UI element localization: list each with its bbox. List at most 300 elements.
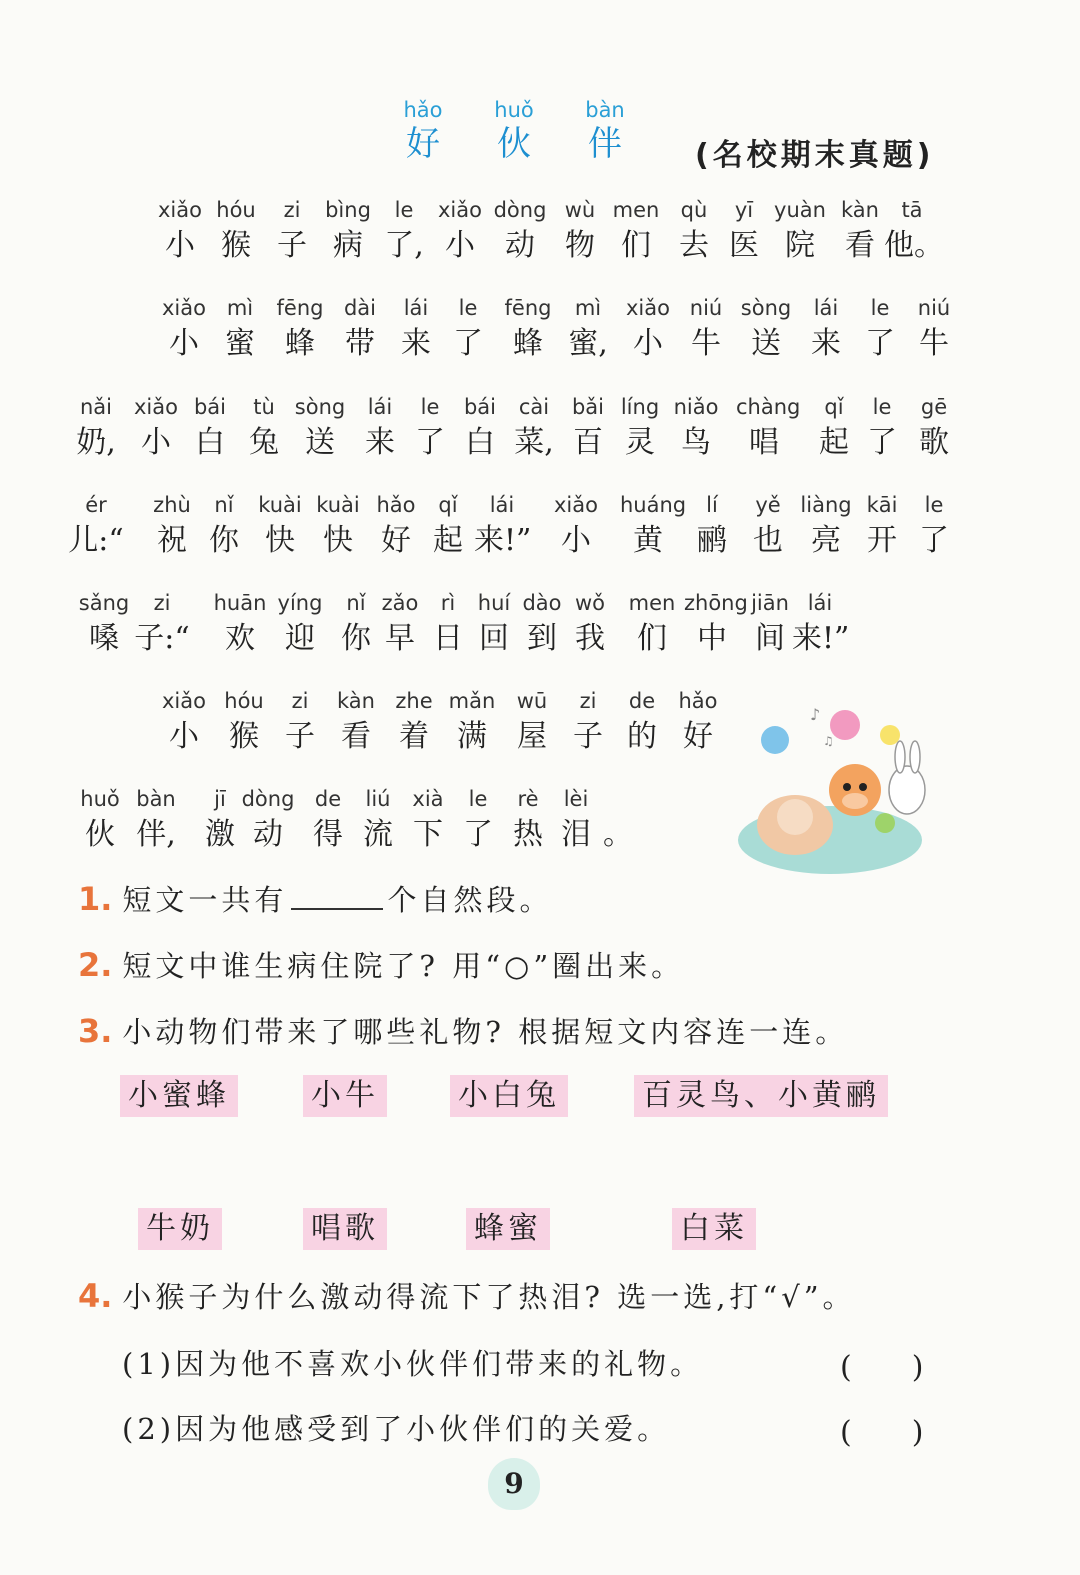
- ruby-char: [328, 686, 384, 758]
- ruby-char: [452, 392, 508, 464]
- ruby-char: [350, 784, 406, 856]
- pinyin: xiǎo: [134, 395, 178, 419]
- hanzi: 唱: [749, 425, 779, 460]
- ruby-char: [388, 293, 444, 365]
- hanzi: 得: [313, 817, 343, 852]
- ruby-char: [156, 686, 212, 758]
- hanzi: 白: [195, 425, 225, 460]
- pinyin: zi: [291, 689, 309, 713]
- hanzi: 欢: [225, 621, 255, 656]
- pinyin: fēng: [276, 296, 324, 320]
- ruby-char: [798, 293, 854, 365]
- hanzi: 着: [399, 719, 429, 754]
- hanzi: 了,: [384, 228, 424, 263]
- pinyin: le: [458, 296, 478, 320]
- hanzi: 中: [697, 621, 727, 656]
- hanzi: 早: [385, 621, 415, 656]
- hanzi: 子:“: [134, 621, 190, 656]
- pinyin: hǎo: [403, 98, 443, 122]
- ruby-char: [68, 392, 124, 464]
- ruby-char: [668, 392, 724, 464]
- hanzi: 们: [621, 228, 651, 263]
- pinyin: niú: [689, 296, 723, 320]
- hanzi: 院: [785, 228, 815, 263]
- pinyin: xiǎo: [162, 689, 206, 713]
- ruby-char: [128, 392, 184, 464]
- pinyin: huǒ: [80, 787, 120, 811]
- hanzi: 泪: [561, 817, 591, 852]
- svg-text:♪: ♪: [810, 705, 821, 724]
- ruby-char: [562, 588, 618, 660]
- hanzi: 子: [277, 228, 307, 263]
- pinyin: bái: [463, 395, 497, 419]
- hanzi: 好: [683, 719, 713, 754]
- hanzi: 黄: [633, 523, 663, 558]
- pinyin: fēng: [504, 296, 552, 320]
- question-number: 4.: [78, 1277, 113, 1315]
- ruby-char: [216, 686, 272, 758]
- pinyin: xiǎo: [438, 198, 482, 222]
- pinyin: ér: [85, 493, 107, 517]
- ruby-char: [420, 490, 476, 562]
- hanzi: 快: [323, 523, 353, 558]
- ruby-char: [884, 195, 944, 267]
- ruby-char: [738, 293, 794, 365]
- ruby-char: [236, 392, 292, 464]
- match-animal-tag[interactable]: 小蜜蜂: [120, 1075, 238, 1117]
- pinyin: le: [870, 296, 890, 320]
- hanzi: 看: [845, 228, 875, 263]
- ruby-char: [208, 195, 264, 267]
- question-3: [78, 1010, 848, 1051]
- question-text: 小动物们带来了哪些礼物? 根据短文内容连一连。: [122, 1015, 849, 1049]
- pinyin: tā: [901, 198, 923, 222]
- ruby-char: [612, 392, 668, 464]
- pinyin: kàn: [841, 198, 879, 222]
- hanzi: 的: [627, 719, 657, 754]
- hanzi: 看: [341, 719, 371, 754]
- option-2-checkbox[interactable]: ( ): [840, 1415, 924, 1450]
- answer-blank[interactable]: [291, 880, 383, 910]
- question-number: 2.: [78, 946, 113, 984]
- hanzi: 小: [445, 228, 475, 263]
- pinyin: le: [872, 395, 892, 419]
- ruby-char: [310, 490, 366, 562]
- pinyin: bái: [193, 395, 227, 419]
- ruby-char: [620, 490, 687, 562]
- hanzi: 送: [305, 425, 335, 460]
- ruby-char: [134, 588, 190, 660]
- pinyin: lái: [489, 493, 515, 517]
- ruby-char: [666, 195, 722, 267]
- pinyin: qǐ: [438, 493, 458, 517]
- hanzi: 满: [457, 719, 487, 754]
- pinyin: kāi: [866, 493, 898, 517]
- hanzi: 百: [573, 425, 603, 460]
- hanzi: 鸟: [681, 425, 711, 460]
- hanzi: 迎: [285, 621, 315, 656]
- ruby-char: [156, 293, 212, 365]
- pinyin: huí: [477, 591, 511, 615]
- pinyin: wǒ: [574, 591, 606, 615]
- pinyin: kàn: [337, 689, 375, 713]
- hanzi: 蜂: [285, 326, 315, 361]
- ruby-char: [906, 293, 962, 365]
- pinyin: wù: [564, 198, 596, 222]
- pinyin: tù: [253, 395, 275, 419]
- hanzi: 来: [401, 326, 431, 361]
- ruby-char: [432, 195, 488, 267]
- passage-line: [0, 293, 1080, 373]
- pinyin: hóu: [216, 198, 256, 222]
- pinyin: xiǎo: [158, 198, 202, 222]
- hanzi: 他。: [884, 228, 944, 263]
- ruby-char: [852, 293, 908, 365]
- ruby-char: [670, 686, 726, 758]
- ruby-char: [608, 195, 664, 267]
- svg-text:♫: ♫: [823, 734, 834, 748]
- ruby-char: [792, 588, 848, 660]
- pinyin: wū: [516, 689, 548, 713]
- pinyin: qù: [680, 198, 708, 222]
- hanzi: 你: [341, 621, 371, 656]
- pinyin: bàn: [136, 787, 176, 811]
- ruby-char: [506, 392, 562, 464]
- page-number: 9: [488, 1458, 540, 1510]
- ruby-char: [560, 293, 616, 365]
- ruby-char: [76, 588, 132, 660]
- question-1: [78, 878, 552, 919]
- ruby-char: [500, 293, 556, 365]
- pinyin: yī: [734, 198, 754, 222]
- title-char: [484, 96, 544, 164]
- ruby-char: [272, 686, 328, 758]
- pinyin: huān: [213, 591, 267, 615]
- pinyin: huǒ: [494, 98, 534, 122]
- hanzi: 来: [365, 425, 395, 460]
- hanzi: 起: [433, 523, 463, 558]
- pinyin: kuài: [258, 493, 302, 517]
- pinyin: dòng: [493, 198, 547, 222]
- hanzi: 亮: [811, 523, 841, 558]
- hanzi: 祝: [157, 523, 187, 558]
- pinyin: dào: [522, 591, 562, 615]
- match-animal-tag[interactable]: 百灵鸟、小黄鹂: [634, 1075, 888, 1117]
- pinyin: jiān: [751, 591, 789, 615]
- pinyin: dòng: [241, 787, 295, 811]
- hanzi: 蜜: [225, 326, 255, 361]
- pinyin: mì: [226, 296, 254, 320]
- hanzi: 开: [867, 523, 897, 558]
- ruby-char: [368, 490, 424, 562]
- pinyin: le: [924, 493, 944, 517]
- pinyin: yě: [755, 493, 781, 517]
- hanzi: 来!”: [474, 523, 532, 558]
- ruby-char: [252, 490, 308, 562]
- hanzi: 小: [141, 425, 171, 460]
- hanzi: 也: [753, 523, 783, 558]
- pinyin: huáng: [620, 493, 687, 517]
- pinyin: le: [468, 787, 488, 811]
- ruby-char: [300, 784, 356, 856]
- hanzi: 了: [919, 523, 949, 558]
- hanzi: 猴: [221, 228, 251, 263]
- hanzi: 去: [679, 228, 709, 263]
- ruby-char: [854, 490, 910, 562]
- hanzi: 好: [381, 523, 411, 558]
- match-gift-tag[interactable]: 牛奶: [138, 1208, 222, 1250]
- ruby-char: [736, 392, 801, 464]
- ruby-char: [590, 784, 646, 856]
- pinyin: zhōng: [684, 591, 748, 615]
- hanzi: 牛: [691, 326, 721, 361]
- hanzi: 小: [561, 523, 591, 558]
- passage-line: [0, 195, 1080, 275]
- hanzi: 我: [575, 621, 605, 656]
- hanzi: 下: [413, 817, 443, 852]
- ruby-char: [450, 784, 506, 856]
- option-1-checkbox[interactable]: ( ): [840, 1350, 924, 1385]
- pinyin: niǎo: [673, 395, 719, 419]
- hanzi: 医: [729, 228, 759, 263]
- hanzi: 屋: [517, 719, 547, 754]
- hanzi: 到: [527, 621, 557, 656]
- pinyin: nǐ: [214, 493, 234, 517]
- pinyin: hóu: [224, 689, 264, 713]
- pinyin: le: [394, 198, 414, 222]
- pinyin: rè: [517, 787, 539, 811]
- pinyin: nǎi: [79, 395, 112, 419]
- ruby-char: [854, 392, 910, 464]
- hanzi: 小: [165, 228, 195, 263]
- ruby-char: [548, 490, 604, 562]
- match-animal-tag[interactable]: 小白兔: [450, 1075, 568, 1117]
- question-4: [78, 1275, 856, 1316]
- pinyin: hǎo: [678, 689, 718, 713]
- ruby-char: [614, 686, 670, 758]
- pinyin: lái: [403, 296, 429, 320]
- pinyin: mì: [574, 296, 602, 320]
- pinyin: hǎo: [376, 493, 416, 517]
- hanzi: 猴: [229, 719, 259, 754]
- hanzi: 动: [253, 817, 283, 852]
- pinyin: yíng: [277, 591, 323, 615]
- ruby-char: [560, 686, 616, 758]
- match-gift-tag[interactable]: 白菜: [672, 1208, 756, 1250]
- hanzi: 子: [573, 719, 603, 754]
- passage-line: [0, 392, 1080, 472]
- pinyin: de: [628, 689, 656, 713]
- question-number: 3.: [78, 1012, 113, 1050]
- pinyin: rì: [440, 591, 456, 615]
- ruby-char: [772, 195, 828, 267]
- hanzi: 回: [479, 621, 509, 656]
- pinyin: yuàn: [774, 198, 826, 222]
- pinyin: de: [314, 787, 342, 811]
- ruby-char: [906, 392, 962, 464]
- hanzi: 兔: [249, 425, 279, 460]
- hanzi: 奶,: [76, 425, 116, 460]
- pinyin: lái: [813, 296, 839, 320]
- pinyin: bàn: [585, 98, 625, 122]
- pinyin: nǐ: [346, 591, 366, 615]
- hanzi: 来: [811, 326, 841, 361]
- pinyin: chàng: [736, 395, 801, 419]
- hanzi: 日: [433, 621, 463, 656]
- ruby-char: [212, 293, 268, 365]
- option-1-text: (1)因为他不喜欢小伙伴们带来的礼物。: [122, 1347, 704, 1381]
- pinyin: xiǎo: [626, 296, 670, 320]
- pinyin: niú: [917, 296, 951, 320]
- pinyin: qǐ: [824, 395, 844, 419]
- hanzi: 了: [865, 326, 895, 361]
- hanzi: 伙: [497, 124, 531, 164]
- hanzi: 伙: [85, 817, 115, 852]
- pinyin: bìng: [325, 198, 371, 222]
- hanzi: 热: [513, 817, 543, 852]
- pinyin: lái: [807, 591, 833, 615]
- title-char: [575, 96, 635, 164]
- pinyin: cài: [518, 395, 550, 419]
- ruby-char: [560, 392, 616, 464]
- ruby-char: [620, 293, 676, 365]
- hanzi: 伴: [588, 124, 622, 164]
- hanzi: 菜,: [514, 425, 554, 460]
- question-text: 小猴子为什么激动得流下了热泪? 选一选,打“√”。: [122, 1280, 856, 1314]
- match-animal-tag[interactable]: 小牛: [303, 1075, 387, 1117]
- question-text: 个自然段。: [387, 883, 553, 917]
- pinyin: líng: [620, 395, 660, 419]
- question-number: 1.: [78, 880, 113, 918]
- hanzi: 子: [285, 719, 315, 754]
- pinyin: lèi: [563, 787, 589, 811]
- hanzi: 。: [603, 817, 633, 852]
- hanzi: 快: [265, 523, 295, 558]
- pinyin: xiǎo: [162, 296, 206, 320]
- pinyin: [590, 784, 646, 814]
- pinyin: mǎn: [448, 689, 496, 713]
- pinyin: jī: [214, 787, 226, 811]
- ruby-char: [182, 392, 238, 464]
- animals-illustration-icon: [735, 695, 935, 880]
- ruby-char: [552, 195, 608, 267]
- hanzi: 们: [637, 621, 667, 656]
- ruby-char: [684, 490, 740, 562]
- pinyin: zi: [579, 689, 597, 713]
- hanzi: 儿:“: [68, 523, 124, 558]
- ruby-char: [292, 392, 348, 464]
- ruby-char: [152, 195, 208, 267]
- ruby-char: [272, 588, 328, 660]
- ruby-char: [624, 588, 680, 660]
- ruby-char: [376, 195, 432, 267]
- pinyin: sòng: [740, 296, 792, 320]
- pinyin: men: [628, 591, 676, 615]
- ruby-char: [678, 293, 734, 365]
- hanzi: 小: [633, 326, 663, 361]
- pinyin: lí: [706, 493, 718, 517]
- pinyin: zhe: [395, 689, 433, 713]
- pinyin: le: [420, 395, 440, 419]
- pinyin: lái: [367, 395, 393, 419]
- hanzi: 蜂: [513, 326, 543, 361]
- ruby-char: [740, 490, 796, 562]
- hanzi: 了: [453, 326, 483, 361]
- hanzi: 了: [867, 425, 897, 460]
- hanzi: 小: [169, 719, 199, 754]
- ruby-char: [400, 784, 456, 856]
- hanzi: 起: [819, 425, 849, 460]
- pinyin: zi: [283, 198, 301, 222]
- hanzi: 牛: [919, 326, 949, 361]
- ruby-char: [716, 195, 772, 267]
- passage-line: [0, 588, 1080, 668]
- pinyin: kuài: [316, 493, 360, 517]
- hanzi: 了: [415, 425, 445, 460]
- hanzi: 动: [505, 228, 535, 263]
- ruby-char: [332, 293, 388, 365]
- ruby-char: [128, 784, 184, 856]
- ruby-char: [264, 195, 320, 267]
- hanzi: 了: [463, 817, 493, 852]
- ruby-char: [352, 392, 408, 464]
- hanzi: 流: [363, 817, 393, 852]
- hanzi: 灵: [625, 425, 655, 460]
- ruby-char: [504, 686, 560, 758]
- match-gift-tag[interactable]: 蜂蜜: [466, 1208, 550, 1250]
- pinyin: bǎi: [571, 395, 605, 419]
- ruby-char: [832, 195, 888, 267]
- question-2: [78, 944, 684, 985]
- ruby-char: [72, 784, 128, 856]
- pinyin: liú: [365, 787, 391, 811]
- hanzi: 伴,: [136, 817, 176, 852]
- hanzi: 激: [205, 817, 235, 852]
- pinyin: men: [612, 198, 660, 222]
- hanzi: 病: [333, 228, 363, 263]
- ruby-char: [492, 195, 548, 267]
- ruby-char: [798, 490, 854, 562]
- passage-line: [0, 490, 1080, 570]
- title-char: [393, 96, 453, 164]
- hanzi: 送: [751, 326, 781, 361]
- ruby-char: [196, 490, 252, 562]
- hanzi: 小: [169, 326, 199, 361]
- pinyin: liàng: [800, 493, 852, 517]
- ruby-char: [684, 588, 748, 660]
- ruby-char: [320, 195, 376, 267]
- title-source: (名校期末真题): [695, 138, 935, 173]
- pinyin: zǎo: [381, 591, 419, 615]
- ruby-char: [212, 588, 268, 660]
- ruby-char: [144, 490, 200, 562]
- ruby-char: [402, 392, 458, 464]
- match-gift-tag[interactable]: 唱歌: [303, 1208, 387, 1250]
- hanzi: 嗓: [89, 621, 119, 656]
- pinyin: zi: [153, 591, 171, 615]
- hanzi: 好: [406, 124, 440, 164]
- pinyin: xiǎo: [554, 493, 598, 517]
- pinyin: sǎng: [78, 591, 130, 615]
- hanzi: 物: [565, 228, 595, 263]
- hanzi: 白: [465, 425, 495, 460]
- hanzi: 你: [209, 523, 239, 558]
- ruby-char: [742, 588, 798, 660]
- hanzi: 间: [755, 621, 785, 656]
- ruby-char: [272, 293, 328, 365]
- hanzi: 歌: [919, 425, 949, 460]
- pinyin: xià: [412, 787, 444, 811]
